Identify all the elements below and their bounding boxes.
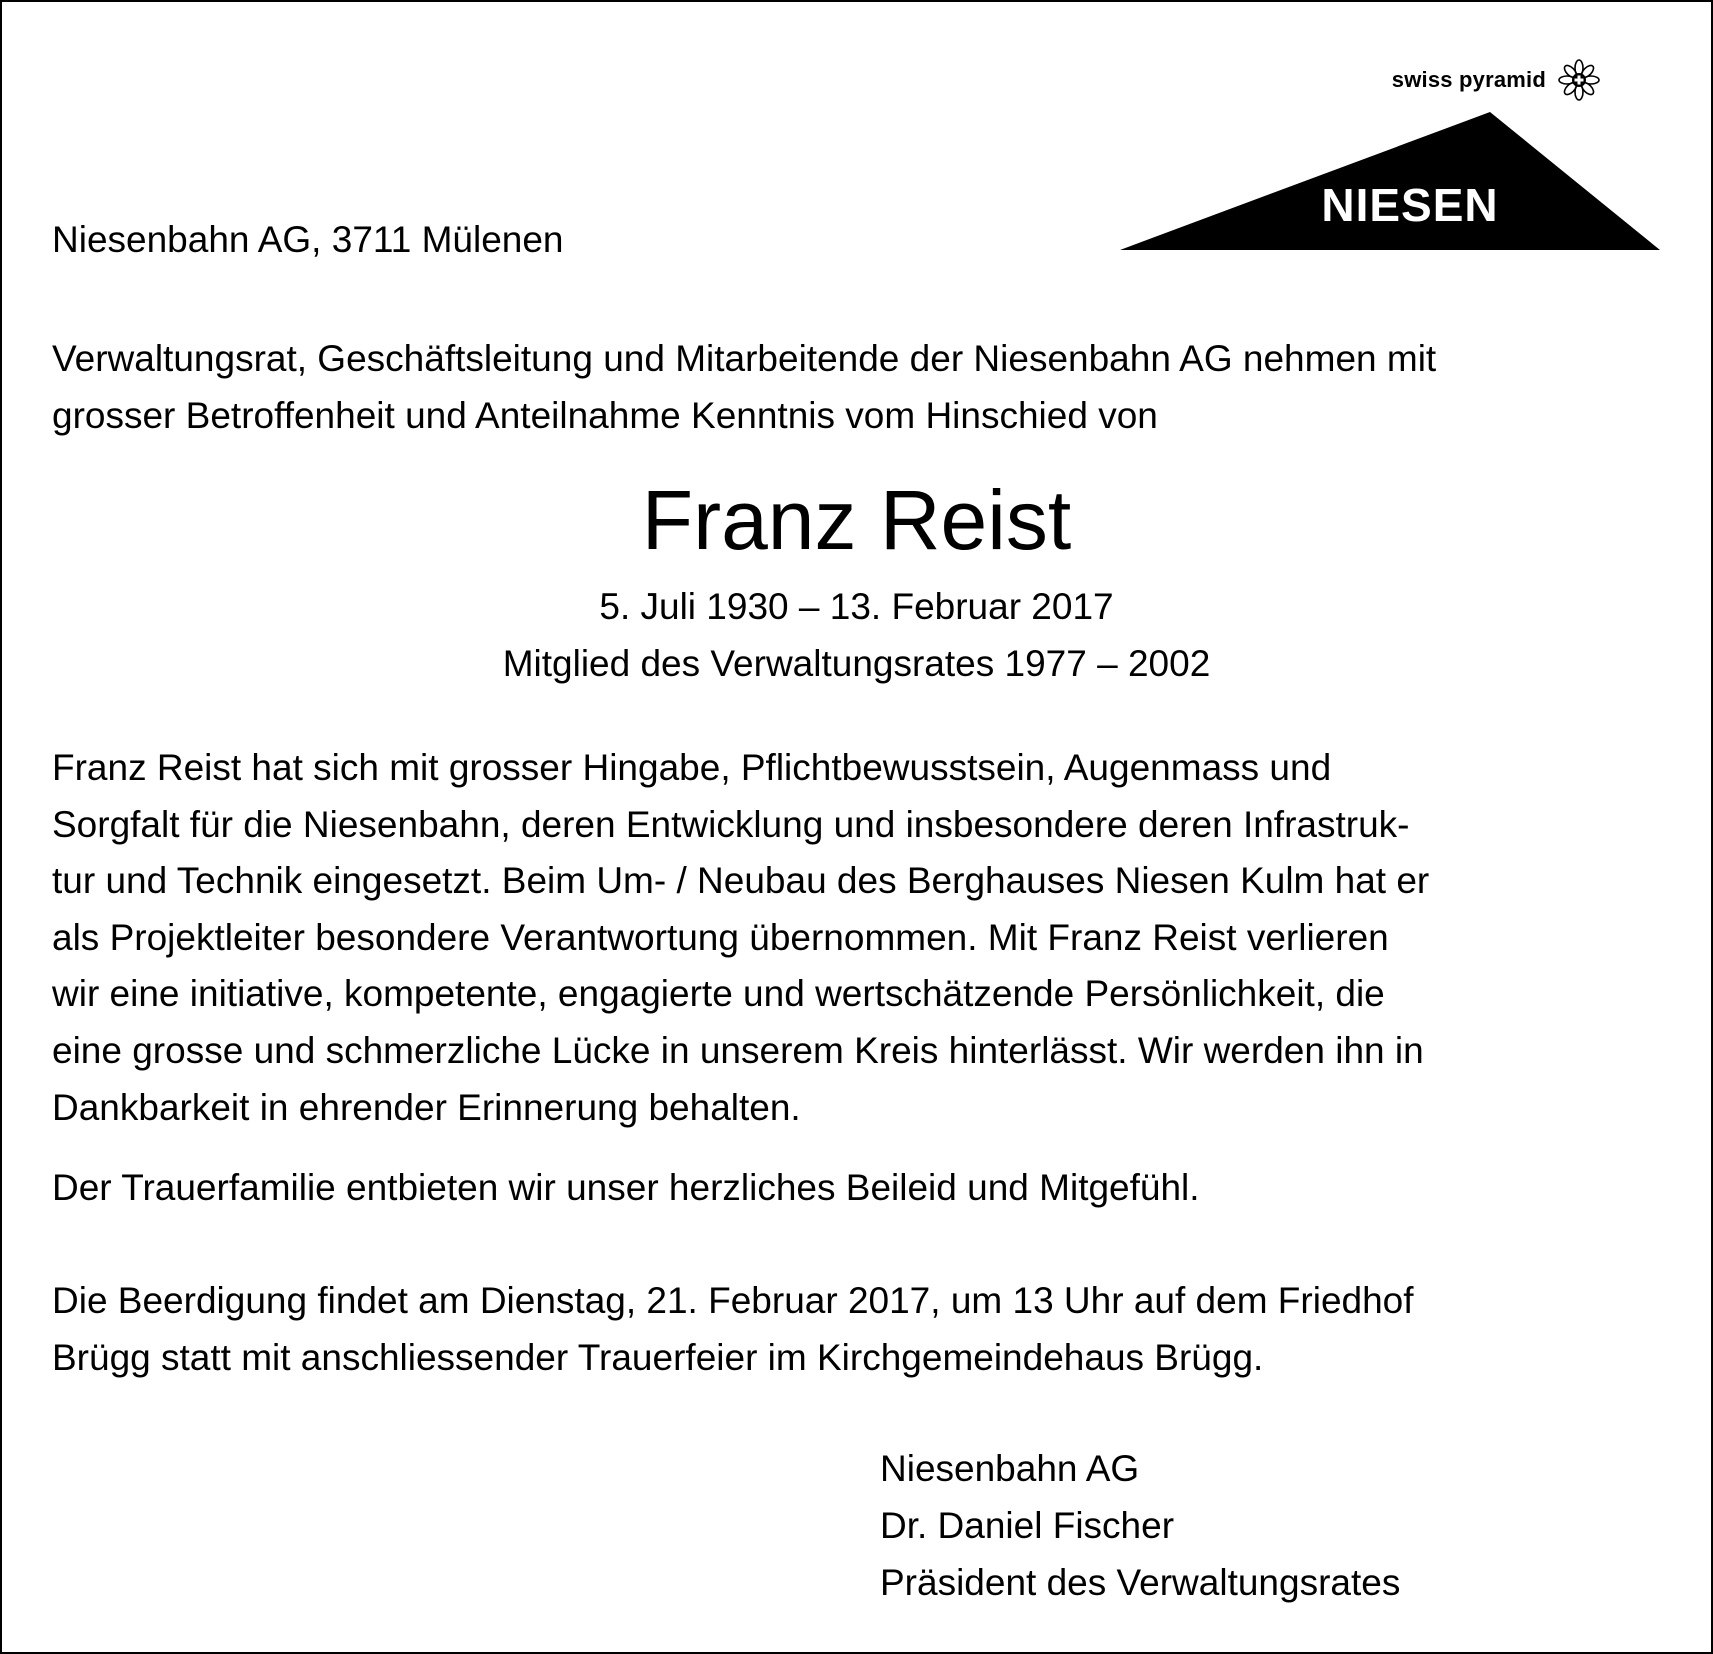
- tribute-line: Dankbarkeit in ehrender Erinnerung behalten.: [52, 1086, 801, 1128]
- funeral-line: Brügg statt mit anschliessender Trauerfeier im Kirchgemeindehaus Brügg.: [52, 1337, 1264, 1378]
- tribute-line: Sorgfalt für die Niesenbahn, deren Entwicklung und insbesondere deren Infrastruk-: [52, 803, 1410, 845]
- edelweiss-icon: [1558, 59, 1600, 101]
- tribute-line: tur und Technik eingesetzt. Beim Um- / Neubau des Berghauses Niesen Kulm hat er: [52, 860, 1430, 902]
- funeral-line: Die Beerdigung findet am Dienstag, 21. Februar 2017, um 13 Uhr auf dem Friedhof: [52, 1280, 1414, 1321]
- intro-line: Verwaltungsrat, Geschäftsleitung und Mitarbeitende der Niesenbahn AG nehmen mit: [52, 338, 1437, 379]
- deceased-name: Franz Reist: [641, 473, 1072, 567]
- niesen-logo: [1120, 112, 1660, 254]
- tribute-line: eine grosse und schmerzliche Lücke in unserem Kreis hinterlässt. Wir werden ihn in: [52, 1029, 1424, 1071]
- signature-organization: Niesenbahn AG: [880, 1448, 1140, 1489]
- board-membership: Mitglied des Verwaltungsrates 1977 – 2002: [502, 643, 1211, 684]
- swiss-pyramid-wordmark: swiss pyramid: [1391, 67, 1546, 92]
- condolence-text: Der Trauerfamilie entbieten wir unser herzliches Beileid und Mitgefühl.: [52, 1167, 1200, 1208]
- sender-address: Niesenbahn AG, 3711 Mülenen: [52, 219, 564, 260]
- tribute-line: als Projektleiter besondere Verantwortung übernommen. Mit Franz Reist verlieren: [52, 916, 1389, 958]
- tribute-line: wir eine initiative, kompetente, engagierte und wertschätzende Persönlichkeit, die: [52, 973, 1385, 1015]
- funeral-details: [52, 1272, 1672, 1386]
- niesen-wordmark: NIESEN: [1321, 179, 1499, 231]
- tribute-line: Franz Reist hat sich mit grosser Hingabe, Pflichtbewusstsein, Augenmass und: [52, 747, 1332, 788]
- signature-person: Dr. Daniel Fischer: [880, 1505, 1175, 1546]
- swiss-pyramid-logo: [1300, 60, 1600, 100]
- tribute-paragraph: [52, 740, 1672, 1136]
- intro-paragraph: [52, 330, 1672, 444]
- signature-title: Präsident des Verwaltungsrates: [880, 1562, 1401, 1603]
- life-dates: 5. Juli 1930 – 13. Februar 2017: [599, 586, 1114, 627]
- intro-line: grosser Betroffenheit und Anteilnahme Kenntnis vom Hinschied von: [52, 395, 1158, 436]
- deceased-details: [0, 578, 1713, 692]
- signature-block: [880, 1440, 1400, 1611]
